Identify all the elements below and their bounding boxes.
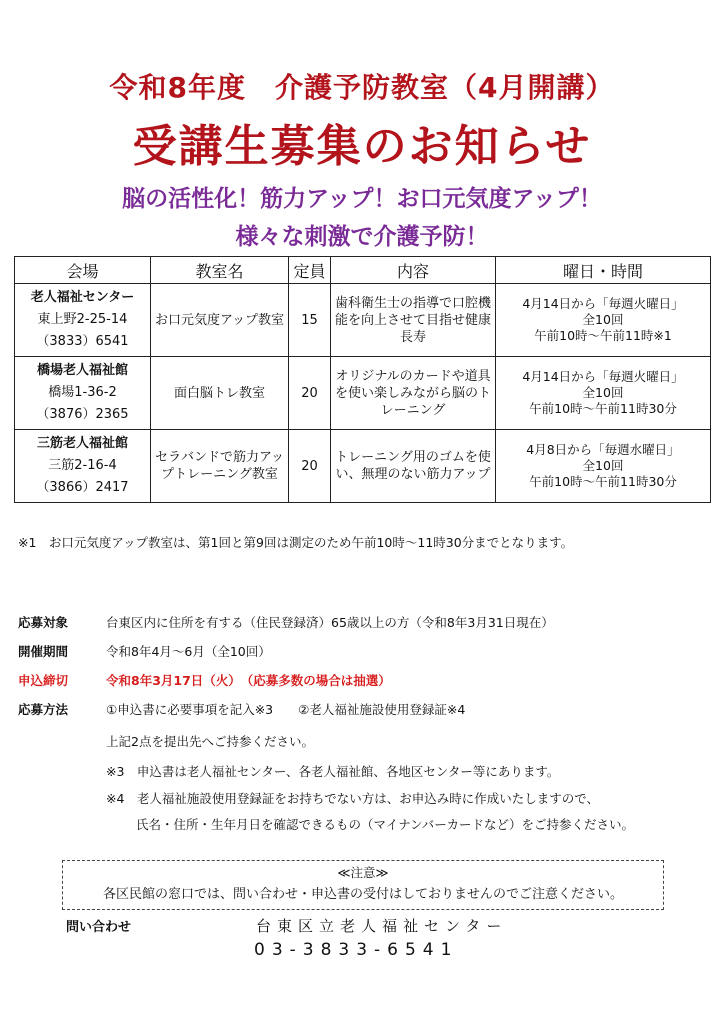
- venue-phone: （3876）2365: [36, 407, 129, 422]
- capacity: 20: [289, 357, 331, 430]
- venue-address: 三筋2-16-4: [48, 458, 117, 473]
- contact-organization: 台東区立老人福祉センター: [256, 917, 508, 935]
- page-title: 受講生募集のお知らせ: [132, 121, 592, 172]
- schedule-time: 午前10時～午前11時30分: [529, 474, 677, 489]
- header-content: 内容: [331, 257, 496, 284]
- venue-name: 老人福祉センター: [30, 290, 135, 305]
- course-name: セラバンドで筋力アップトレーニング教室: [151, 430, 289, 503]
- title-line1: 令和8年度 介護予防教室（4月開講）: [109, 71, 615, 104]
- capacity: 15: [289, 284, 331, 357]
- venue-cell: [15, 284, 151, 357]
- footnote-4-line1: ※4 老人福祉施設使用登録証をお持ちでない方は、お申込み時に作成いたしますので、: [106, 791, 600, 806]
- footnote-1: ※1 お口元気度アップ教室は、第1回と第9回は測定のため午前10時～11時30分までとなります。: [18, 535, 574, 550]
- course-content: トレーニング用のゴムを使い、無理のない筋力アップ: [331, 430, 496, 503]
- schedule-start: 4月8日から「毎週水曜日」: [526, 442, 680, 457]
- venue-cell: [15, 357, 151, 430]
- header-venue: 会場: [15, 257, 151, 284]
- course-table: [14, 256, 711, 503]
- table-header-row: [15, 257, 711, 284]
- venue-name: 橋場老人福祉館: [36, 363, 128, 378]
- schedule-start: 4月14日から「毎週火曜日」: [522, 296, 684, 311]
- contact-label: 問い合わせ: [66, 920, 132, 935]
- caution-box: [62, 860, 664, 910]
- venue-name: 三筋老人福祉館: [36, 436, 128, 451]
- course-name: お口元気度アップ教室: [151, 284, 289, 357]
- contact-phone: 03-3833-6541: [254, 940, 459, 960]
- schedule-start: 4月14日から「毎週火曜日」: [522, 369, 684, 384]
- target-value: 台東区内に住所を有する（住民登録済）65歳以上の方（令和8年3月31日現在）: [106, 615, 554, 630]
- schedule-cell: [496, 430, 711, 503]
- period-value: 令和8年4月～6月（全10回）: [106, 644, 271, 659]
- schedule-count: 全10回: [582, 385, 624, 400]
- caution-title: ≪注意≫: [337, 865, 389, 880]
- venue-cell: [15, 430, 151, 503]
- table-row: [15, 430, 711, 503]
- method-value: ①申込書に必要事項を記入※3 ②老人福祉施設使用登録証※4: [106, 702, 466, 717]
- method-instruction: 上記2点を提出先へご持参ください。: [106, 734, 314, 749]
- course-content: 歯科衛生士の指導で口腔機能を向上させて目指せ健康長寿: [331, 284, 496, 357]
- header-capacity: 定員: [289, 257, 331, 284]
- deadline-label: 申込締切: [18, 673, 69, 688]
- course-content: オリジナルのカードや道具を使い楽しみながら脳のトレーニング: [331, 357, 496, 430]
- schedule-count: 全10回: [582, 312, 624, 327]
- venue-phone: （3833）6541: [36, 334, 129, 349]
- venue-phone: （3866）2417: [36, 480, 129, 495]
- schedule-cell: [496, 284, 711, 357]
- footnote-3: ※3 申込書は老人福祉センター、各老人福祉館、各地区センター等にあります。: [106, 764, 560, 779]
- course-name: 面白脳トレ教室: [151, 357, 289, 430]
- slogan-line2: 様々な刺激で介護予防！: [235, 224, 489, 250]
- caution-text: 各区民館の窓口では、問い合わせ・申込書の受付はしておりませんのでご注意ください。: [102, 887, 623, 902]
- footnote-4-line2: 氏名・住所・生年月日を確認できるもの（マイナンバーカードなど）をご持参ください。: [136, 817, 635, 832]
- deadline-value: 令和8年3月17日（火） （応募多数の場合は抽選）: [106, 673, 391, 688]
- schedule-time: 午前10時～午前11時30分: [529, 401, 677, 416]
- schedule-cell: [496, 357, 711, 430]
- slogan-line1: 脳の活性化！筋力アップ！お口元気度アップ！: [122, 186, 602, 212]
- capacity: 20: [289, 430, 331, 503]
- target-label: 応募対象: [18, 615, 69, 630]
- schedule-time: 午前10時～午前11時※1: [534, 328, 672, 343]
- header-schedule: 曜日・時間: [496, 257, 711, 284]
- venue-address: 橋場1-36-2: [48, 385, 117, 400]
- venue-address: 東上野2-25-14: [37, 312, 128, 327]
- period-label: 開催期間: [18, 644, 69, 659]
- method-label: 応募方法: [18, 702, 69, 717]
- table-row: [15, 284, 711, 357]
- schedule-count: 全10回: [582, 458, 624, 473]
- table-row: [15, 357, 711, 430]
- header-course: 教室名: [151, 257, 289, 284]
